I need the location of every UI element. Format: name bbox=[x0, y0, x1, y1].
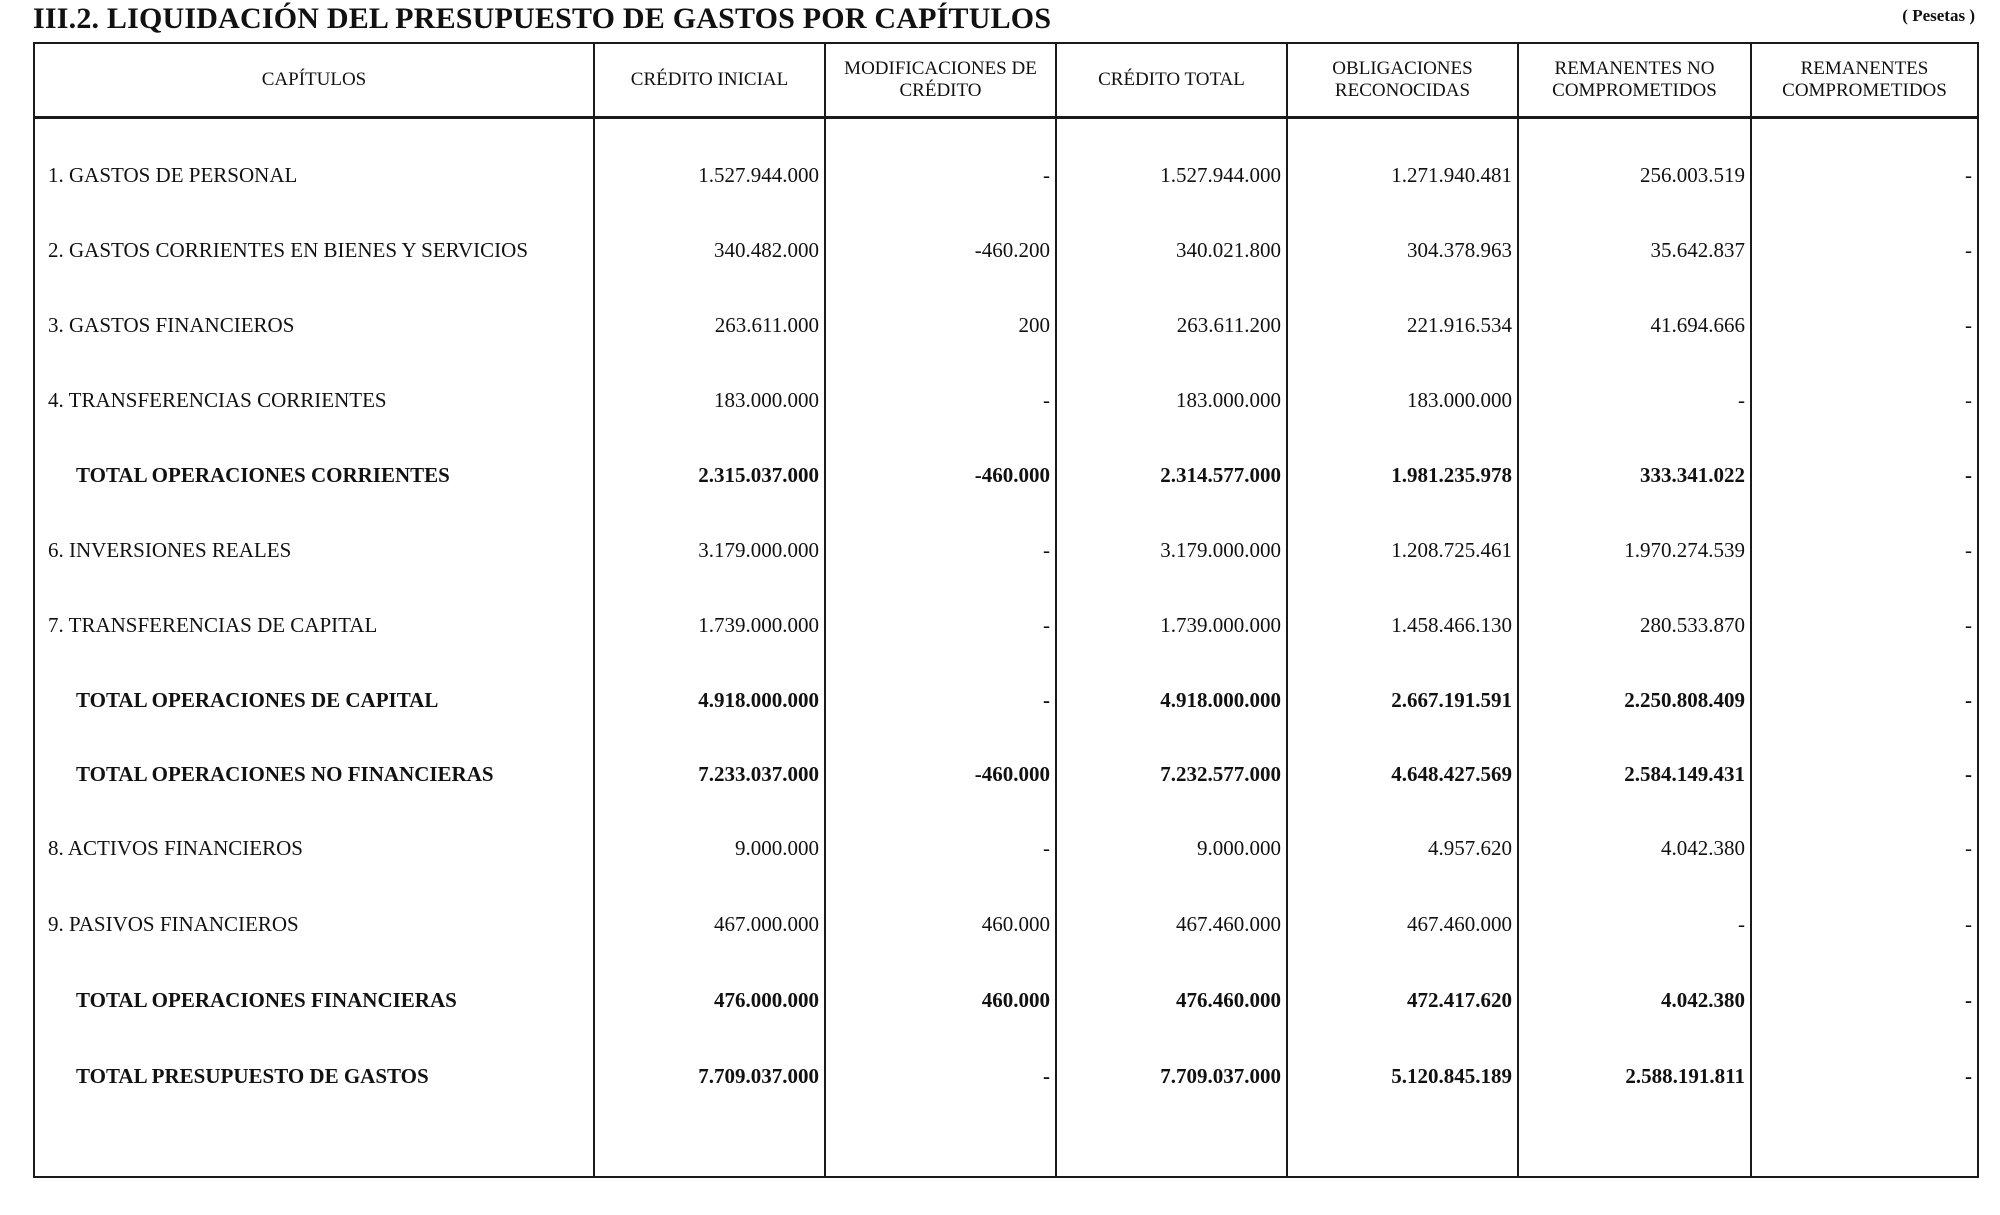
cell-credito-total: 3.179.000.000 bbox=[1160, 537, 1281, 562]
row-label: 8. ACTIVOS FINANCIEROS bbox=[48, 835, 303, 860]
cell-obligaciones: 467.460.000 bbox=[1407, 911, 1512, 936]
cell-obligaciones: 1.458.466.130 bbox=[1391, 612, 1512, 637]
cell-modificaciones: 460.000 bbox=[981, 987, 1050, 1012]
cell-remanentes-no-comprometidos: 280.533.870 bbox=[1640, 612, 1745, 637]
cell-credito-total: 7.232.577.000 bbox=[1160, 761, 1281, 786]
cell-remanentes-no-comprometidos: 41.694.666 bbox=[1650, 312, 1745, 337]
table-row bbox=[35, 230, 1977, 270]
cell-credito-inicial: 1.527.944.000 bbox=[698, 162, 819, 187]
cell-modificaciones: -460.000 bbox=[974, 462, 1050, 487]
cell-modificaciones: - bbox=[1043, 162, 1050, 187]
cell-remanentes-comprometidos: - bbox=[1965, 687, 1972, 712]
cell-remanentes-no-comprometidos: 2.250.808.409 bbox=[1624, 687, 1745, 712]
row-label: 2. GASTOS CORRIENTES EN BIENES Y SERVICIOS bbox=[48, 237, 528, 262]
cell-remanentes-comprometidos: - bbox=[1965, 462, 1972, 487]
row-label: 3. GASTOS FINANCIEROS bbox=[48, 312, 295, 337]
header-capitulos: CAPÍTULOS bbox=[261, 69, 367, 90]
cell-remanentes-comprometidos: - bbox=[1965, 537, 1972, 562]
cell-credito-inicial: 1.739.000.000 bbox=[698, 612, 819, 637]
table-row bbox=[35, 904, 1977, 944]
table-row-subtotal bbox=[35, 980, 1977, 1020]
cell-credito-total: 340.021.800 bbox=[1176, 237, 1281, 262]
cell-remanentes-comprometidos: - bbox=[1965, 612, 1972, 637]
cell-remanentes-no-comprometidos: 4.042.380 bbox=[1661, 835, 1745, 860]
cell-obligaciones: 2.667.191.591 bbox=[1391, 687, 1512, 712]
cell-credito-total: 1.527.944.000 bbox=[1160, 162, 1281, 187]
cell-modificaciones: - bbox=[1043, 387, 1050, 412]
cell-credito-inicial: 7.709.037.000 bbox=[698, 1063, 819, 1088]
cell-remanentes-no-comprometidos: 2.584.149.431 bbox=[1624, 761, 1745, 786]
page-title: III.2. LIQUIDACIÓN DEL PRESUPUESTO DE GASTOS POR CAPÍTULOS bbox=[33, 2, 1052, 35]
cell-remanentes-no-comprometidos: - bbox=[1738, 387, 1745, 412]
cell-modificaciones: - bbox=[1043, 687, 1050, 712]
cell-remanentes-comprometidos: - bbox=[1965, 987, 1972, 1012]
cell-credito-inicial: 183.000.000 bbox=[714, 387, 819, 412]
cell-remanentes-comprometidos: - bbox=[1965, 387, 1972, 412]
cell-remanentes-no-comprometidos: 1.970.274.539 bbox=[1624, 537, 1745, 562]
cell-obligaciones: 1.271.940.481 bbox=[1391, 162, 1512, 187]
table-row-subtotal bbox=[35, 455, 1977, 495]
cell-modificaciones: 460.000 bbox=[981, 911, 1050, 936]
cell-modificaciones: -460.200 bbox=[974, 237, 1050, 262]
currency-unit-label: ( Pesetas ) bbox=[1902, 6, 1975, 25]
cell-credito-total: 9.000.000 bbox=[1197, 835, 1281, 860]
row-label: 4. TRANSFERENCIAS CORRIENTES bbox=[48, 387, 387, 412]
cell-remanentes-comprometidos: - bbox=[1965, 237, 1972, 262]
cell-credito-total: 2.314.577.000 bbox=[1160, 462, 1281, 487]
cell-credito-inicial: 4.918.000.000 bbox=[698, 687, 819, 712]
cell-modificaciones: - bbox=[1043, 537, 1050, 562]
cell-remanentes-comprometidos: - bbox=[1965, 911, 1972, 936]
table-row bbox=[35, 305, 1977, 345]
cell-remanentes-no-comprometidos: - bbox=[1738, 911, 1745, 936]
table-row-subtotal bbox=[35, 754, 1977, 794]
cell-obligaciones: 1.208.725.461 bbox=[1391, 537, 1512, 562]
cell-remanentes-no-comprometidos: 256.003.519 bbox=[1640, 162, 1745, 187]
cell-remanentes-no-comprometidos: 35.642.837 bbox=[1650, 237, 1745, 262]
cell-obligaciones: 1.981.235.978 bbox=[1391, 462, 1512, 487]
cell-credito-total: 183.000.000 bbox=[1176, 387, 1281, 412]
cell-remanentes-comprometidos: - bbox=[1965, 835, 1972, 860]
header-credito-total: CRÉDITO TOTAL bbox=[1098, 69, 1245, 90]
table-row-subtotal bbox=[35, 680, 1977, 720]
cell-obligaciones: 4.648.427.569 bbox=[1391, 761, 1512, 786]
cell-remanentes-no-comprometidos: 333.341.022 bbox=[1640, 462, 1745, 487]
header-remanentes-comprometidos: REMANENTES COMPROMETIDOS bbox=[1782, 58, 1947, 101]
cell-remanentes-comprometidos: - bbox=[1965, 1063, 1972, 1088]
header-remanentes-no-comprometidos: REMANENTES NO COMPROMETIDOS bbox=[1552, 58, 1717, 101]
table-row bbox=[35, 605, 1977, 645]
cell-remanentes-no-comprometidos: 4.042.380 bbox=[1661, 987, 1745, 1012]
cell-credito-inicial: 9.000.000 bbox=[735, 835, 819, 860]
cell-remanentes-comprometidos: - bbox=[1965, 162, 1972, 187]
cell-credito-total: 476.460.000 bbox=[1176, 987, 1281, 1012]
cell-credito-inicial: 263.611.000 bbox=[714, 312, 819, 337]
cell-remanentes-comprometidos: - bbox=[1965, 761, 1972, 786]
cell-modificaciones: - bbox=[1043, 835, 1050, 860]
row-label: 9. PASIVOS FINANCIEROS bbox=[48, 911, 299, 936]
header-credito-inicial: CRÉDITO INICIAL bbox=[630, 69, 789, 90]
row-label: TOTAL PRESUPUESTO DE GASTOS bbox=[76, 1063, 429, 1088]
cell-credito-total: 1.739.000.000 bbox=[1160, 612, 1281, 637]
cell-credito-inicial: 3.179.000.000 bbox=[698, 537, 819, 562]
cell-credito-total: 4.918.000.000 bbox=[1160, 687, 1281, 712]
table-row-grand-total bbox=[35, 1056, 1977, 1096]
header-obligaciones: OBLIGACIONES RECONOCIDAS bbox=[1332, 58, 1473, 101]
row-label: TOTAL OPERACIONES NO FINANCIERAS bbox=[76, 761, 494, 786]
cell-modificaciones: -460.000 bbox=[974, 761, 1050, 786]
table-row bbox=[35, 155, 1977, 195]
row-label: TOTAL OPERACIONES CORRIENTES bbox=[76, 462, 450, 487]
cell-credito-inicial: 476.000.000 bbox=[714, 987, 819, 1012]
cell-obligaciones: 5.120.845.189 bbox=[1391, 1063, 1512, 1088]
row-label: 1. GASTOS DE PERSONAL bbox=[48, 162, 298, 187]
row-label: 6. INVERSIONES REALES bbox=[48, 537, 292, 562]
table-row bbox=[35, 530, 1977, 570]
cell-remanentes-no-comprometidos: 2.588.191.811 bbox=[1625, 1063, 1745, 1088]
row-label: 7. TRANSFERENCIAS DE CAPITAL bbox=[48, 612, 378, 637]
cell-credito-total: 263.611.200 bbox=[1176, 312, 1281, 337]
row-label: TOTAL OPERACIONES DE CAPITAL bbox=[76, 687, 439, 712]
cell-modificaciones: 200 bbox=[1018, 312, 1050, 337]
cell-credito-inicial: 340.482.000 bbox=[714, 237, 819, 262]
cell-modificaciones: - bbox=[1043, 1063, 1050, 1088]
table-row bbox=[35, 380, 1977, 420]
cell-credito-inicial: 7.233.037.000 bbox=[698, 761, 819, 786]
header-modificaciones: MODIFICACIONES DE CRÉDITO bbox=[844, 58, 1037, 101]
cell-obligaciones: 472.417.620 bbox=[1407, 987, 1512, 1012]
header-divider bbox=[35, 116, 1977, 119]
row-label: TOTAL OPERACIONES FINANCIERAS bbox=[76, 987, 457, 1012]
cell-credito-total: 467.460.000 bbox=[1176, 911, 1281, 936]
cell-modificaciones: - bbox=[1043, 612, 1050, 637]
cell-obligaciones: 221.916.534 bbox=[1407, 312, 1512, 337]
budget-table bbox=[33, 42, 1979, 1178]
cell-obligaciones: 183.000.000 bbox=[1407, 387, 1512, 412]
cell-remanentes-comprometidos: - bbox=[1965, 312, 1972, 337]
cell-credito-inicial: 2.315.037.000 bbox=[698, 462, 819, 487]
cell-obligaciones: 304.378.963 bbox=[1407, 237, 1512, 262]
cell-credito-total: 7.709.037.000 bbox=[1160, 1063, 1281, 1088]
cell-credito-inicial: 467.000.000 bbox=[714, 911, 819, 936]
cell-obligaciones: 4.957.620 bbox=[1428, 835, 1512, 860]
table-row bbox=[35, 828, 1977, 868]
